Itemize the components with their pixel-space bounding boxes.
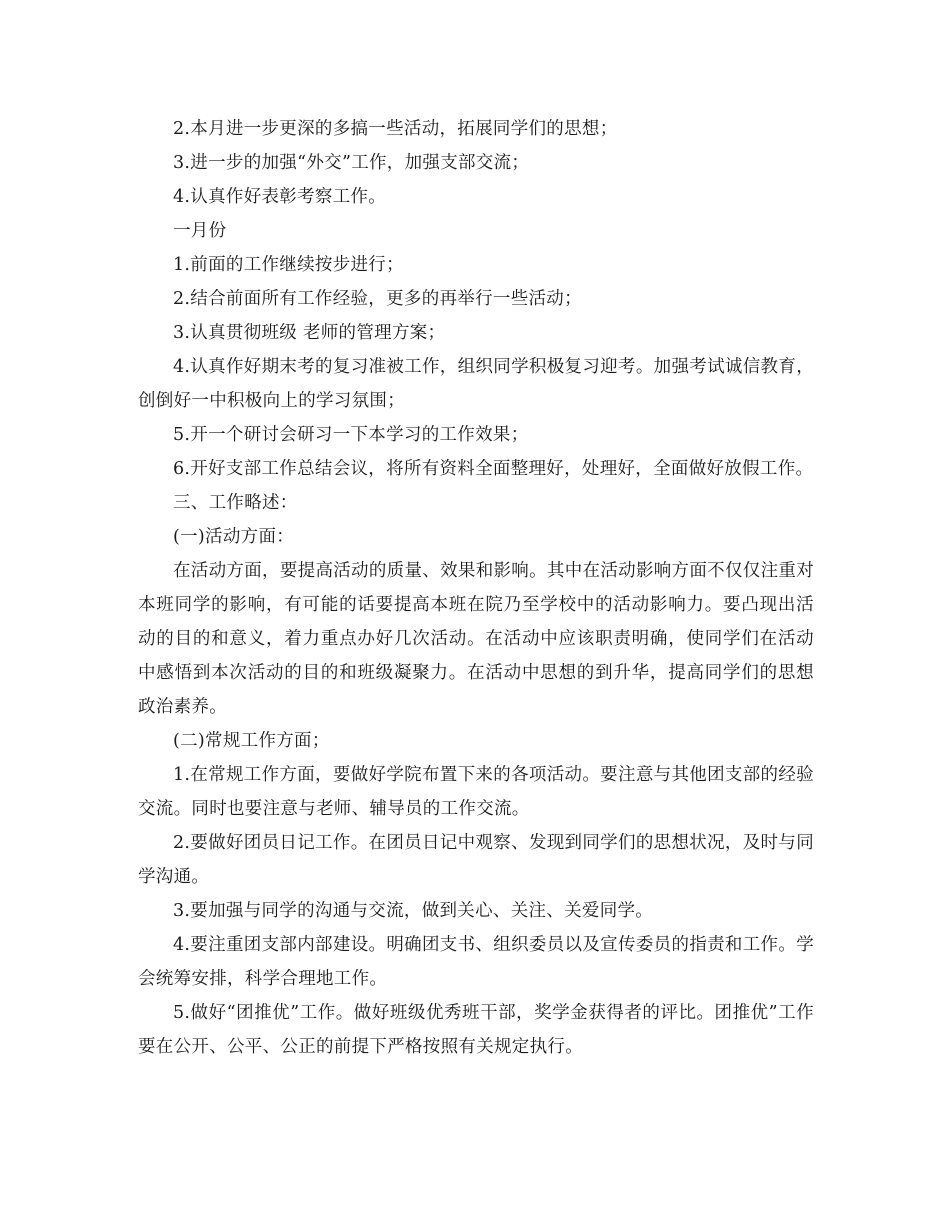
paragraph: 1.前面的工作继续按步进行；	[173, 255, 404, 275]
paragraph: 4.认真作好期末考的复习准被工作，组织同学积极复习迎考。加强考试诚信教育，创倒好一中积极向上的学习氛围；	[138, 357, 814, 411]
document-body	[138, 112, 814, 1064]
subsection-heading: (二)常规工作方面；	[173, 731, 330, 751]
paragraph: 4.认真作好表彰考察工作。	[173, 187, 387, 207]
paragraph: 3.进一步的加强“外交”工作，加强支部交流；	[173, 153, 530, 173]
section-heading: 一月份	[173, 221, 227, 241]
paragraph: 6.开好支部工作总结会议，将所有资料全面整理好，处理好，全面做好放假工作。	[173, 459, 814, 479]
paragraph: 在活动方面，要提高活动的质量、效果和影响。其中在活动影响方面不仅仅注重对本班同学的影响，有可能的话要提高本班在院乃至学校中的活动影响力。要凸现出活动的目的和意义，着力重点办好几次活动。在活动中应该职责明确，使同学们在活动中感悟到本次活动的目的和班级凝聚力。在活动中思想的到升华，提高同学们的思想政治素养。	[138, 561, 814, 717]
paragraph: 2.本月进一步更深的多搞一些活动，拓展同学们的思想；	[173, 119, 618, 139]
paragraph: 3.要加强与同学的沟通与交流，做到关心、关注、关爱同学。	[173, 901, 654, 921]
paragraph: 1.在常规工作方面，要做好学院布置下来的各项活动。要注意与其他团支部的经验交流。同时也要注意与老师、辅导员的工作交流。	[138, 765, 814, 819]
paragraph: 3.认真贯彻班级 老师的管理方案；	[173, 323, 446, 343]
paragraph: 2.要做好团员日记工作。在团员日记中观察、发现到同学们的思想状况，及时与同学沟通。	[138, 833, 814, 887]
paragraph: 5.开一个研讨会研习一下本学习的工作效果；	[173, 425, 529, 445]
subsection-heading: (一)活动方面：	[173, 527, 295, 547]
section-heading: 三、工作略述：	[173, 493, 298, 513]
paragraph: 4.要注重团支部内部建设。明确团支书、组织委员以及宣传委员的指责和工作。学会统筹安排，科学合理地工作。	[138, 935, 814, 989]
paragraph: 5.做好“团推优”工作。做好班级优秀班干部，奖学金获得者的评比。团推优”工作要在公开、公平、公正的前提下严格按照有关规定执行。	[138, 1003, 814, 1057]
paragraph: 2.结合前面所有工作经验，更多的再举行一些活动；	[173, 289, 582, 309]
